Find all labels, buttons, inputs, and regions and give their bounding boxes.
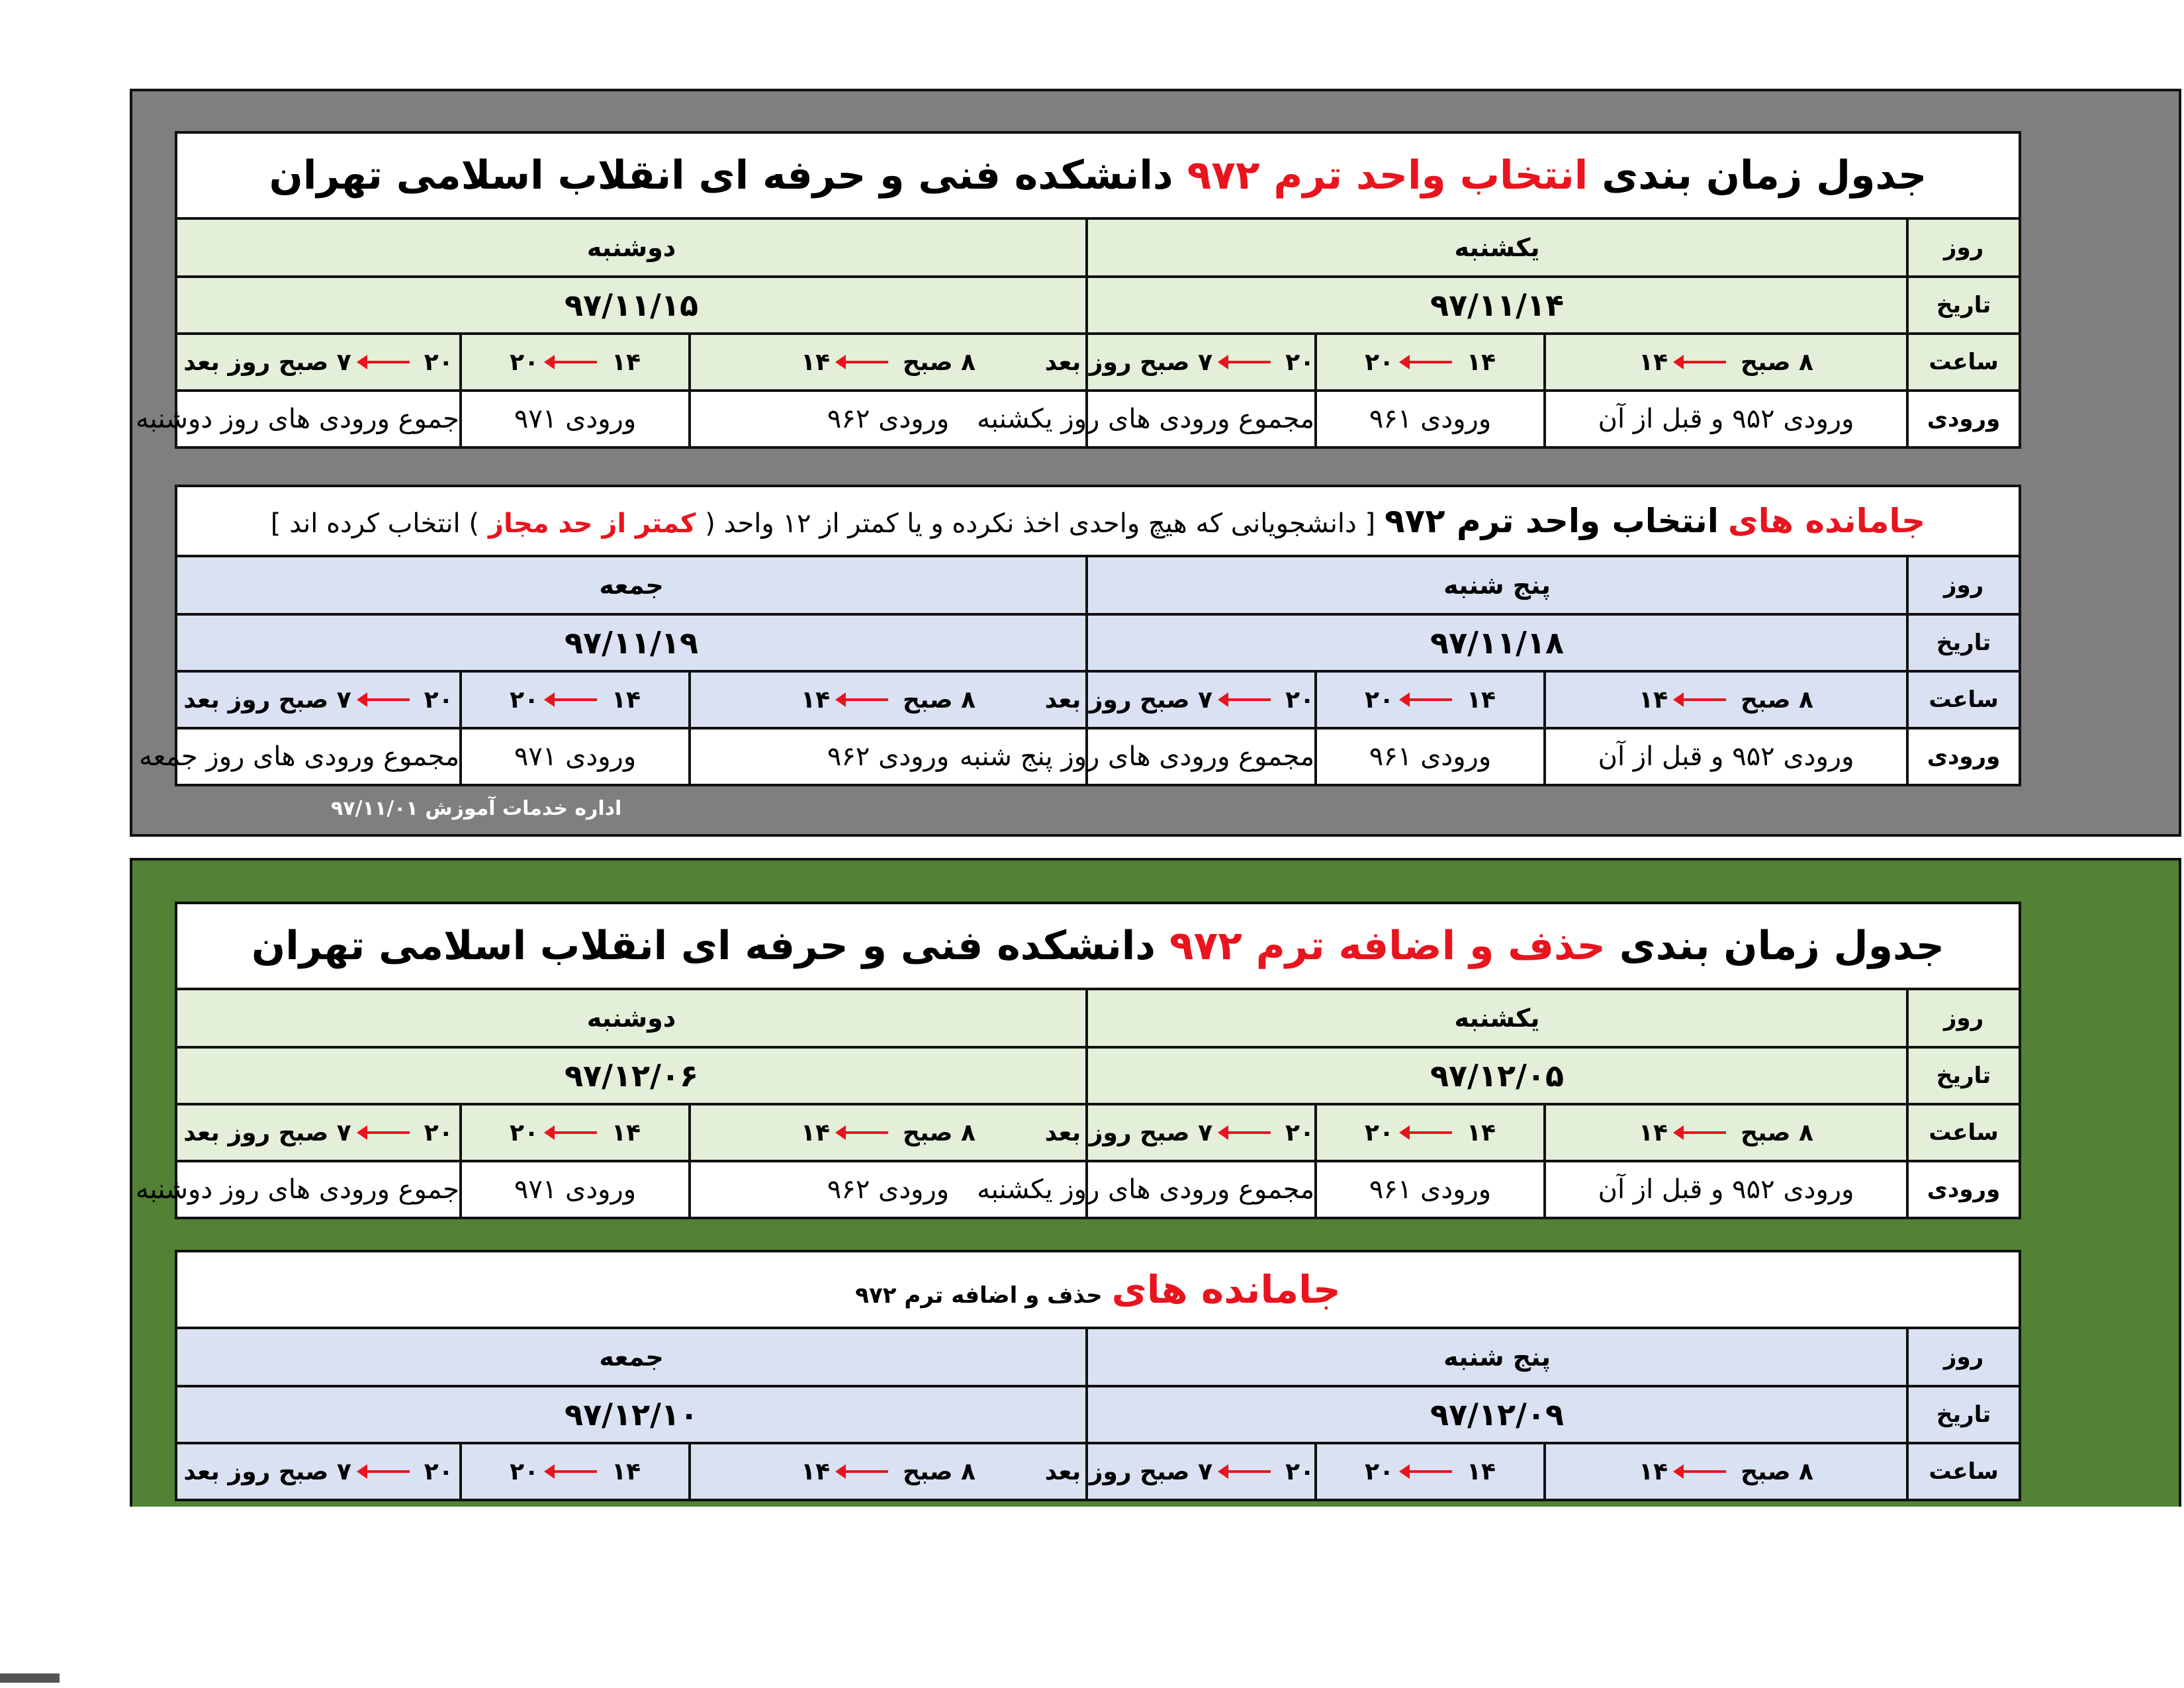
time-slot: ۸ صبح ۱۴ [1545, 1443, 1907, 1500]
day-cell: پنج شنبه [1087, 1328, 1907, 1386]
schedule-table-add-drop [135, 902, 2021, 1219]
arrow-left-icon [844, 1131, 888, 1134]
entry-cell: مجموع ورودی های روز جمعه [176, 728, 461, 785]
table-title: جامانده های حذف و اضافه ترم ۹۷۲ [176, 1251, 2020, 1328]
label-day: روز [1907, 218, 2020, 277]
arrow-left-icon [1227, 1470, 1271, 1473]
arrow-left-icon [1682, 698, 1726, 701]
date-cell: ۹۷/۱۲/۱۰ [176, 1386, 1087, 1443]
label-entry: ورودی [1907, 391, 2020, 447]
day-cell: دوشنبه [176, 989, 1087, 1047]
time-slot: ۱۴ ۲۰ [461, 1443, 690, 1500]
entry-cell: ورودی ۹۷۱ [461, 391, 690, 447]
arrow-left-icon [553, 698, 597, 701]
date-cell: ۹۷/۱۲/۰۹ [1087, 1386, 1907, 1443]
time-slot: ۸ صبح ۱۴ [1545, 1104, 1907, 1161]
arrow-left-icon [1227, 1131, 1271, 1134]
label-day: روز [1907, 556, 2020, 614]
time-slot: ۲۰ ۷ صبح روز بعد [176, 1443, 461, 1500]
label-date: تاریخ [1907, 1047, 2020, 1104]
label-hour: ساعت [1907, 1104, 2020, 1161]
time-slot: ۲۰ ۷ صبح روز بعد [176, 1104, 461, 1161]
label-date: تاریخ [1907, 277, 2020, 334]
date-cell: ۹۷/۱۱/۱۹ [176, 614, 1087, 671]
time-slot: ۲۰ ۷ صبح روز بعد [1087, 1104, 1316, 1161]
arrow-left-icon [553, 1131, 597, 1134]
arrow-left-icon [1227, 698, 1271, 701]
schedule-table-selection [135, 131, 2021, 449]
arrow-left-icon [1408, 1131, 1452, 1134]
time-slot: ۸ صبح ۱۴ [690, 1443, 1087, 1500]
time-slot: ۱۴ ۲۰ [1316, 1443, 1545, 1500]
arrow-left-icon [1408, 1470, 1452, 1473]
arrow-left-icon [1682, 1470, 1726, 1473]
arrow-left-icon [844, 1470, 888, 1473]
arrow-left-icon [553, 1470, 597, 1473]
time-slot: ۱۴ ۲۰ [1316, 334, 1545, 391]
entry-cell: ورودی ۹۶۲ [690, 391, 1087, 447]
entry-cell: مجموع ورودی های روز پنج شنبه [1087, 728, 1316, 785]
time-slot: ۲۰ ۷ صبح روز بعد [1087, 1443, 1316, 1500]
table-title: جدول زمان بندی انتخاب واحد ترم ۹۷۲ دانشکده فنی و حرفه ای انقلاب اسلامی تهران [176, 132, 2020, 218]
label-date: تاریخ [1907, 1386, 2020, 1443]
entry-cell: مجموع ورودی های روز یکشنبه [1087, 1161, 1316, 1218]
time-slot: ۸ صبح ۱۴ [1545, 334, 1907, 391]
label-date: تاریخ [1907, 614, 2020, 671]
entry-cell: ورودی ۹۵۲ و قبل از آن [1545, 391, 1907, 447]
label-hour: ساعت [1907, 334, 2020, 391]
time-slot: ۲۰ ۷ صبح روز بعد [176, 671, 461, 728]
time-slot: ۸ صبح ۱۴ [690, 334, 1087, 391]
label-hour: ساعت [1907, 1443, 2020, 1500]
label-entry: ورودی [1907, 1161, 2020, 1218]
time-slot: ۸ صبح ۱۴ [1545, 671, 1907, 728]
entry-cell: ورودی ۹۷۱ [461, 1161, 690, 1218]
table-title: جدول زمان بندی حذف و اضافه ترم ۹۷۲ دانشکده فنی و حرفه ای انقلاب اسلامی تهران [176, 903, 2020, 989]
label-hour: ساعت [1907, 671, 2020, 728]
schedule-table-late-selection [139, 485, 2021, 786]
date-cell: ۹۷/۱۲/۰۶ [176, 1047, 1087, 1104]
time-slot: ۲۰ ۷ صبح روز بعد [176, 334, 461, 391]
arrow-left-icon [1682, 361, 1726, 363]
day-cell: یکشنبه [1087, 218, 1907, 277]
day-cell: جمعه [176, 1328, 1087, 1386]
schedule-table-late-add-drop [175, 1250, 2021, 1501]
date-cell: ۹۷/۱۱/۱۸ [1087, 614, 1907, 671]
date-cell: ۹۷/۱۱/۱۴ [1087, 277, 1907, 334]
arrow-left-icon [1408, 698, 1452, 701]
time-slot: ۲۰ ۷ صبح روز بعد [1087, 334, 1316, 391]
arrow-left-icon [366, 1131, 410, 1134]
arrow-left-icon [844, 698, 888, 701]
time-slot: ۸ صبح ۱۴ [690, 1104, 1087, 1161]
entry-cell: مجموع ورودی های روز یکشنبه [1087, 391, 1316, 447]
entry-cell: ورودی ۹۶۱ [1316, 391, 1545, 447]
time-slot: ۱۴ ۲۰ [1316, 671, 1545, 728]
footer-note: اداره خدمات آموزش ۹۷/۱۱/۰۱ [331, 797, 622, 820]
label-day: روز [1907, 989, 2020, 1047]
label-day: روز [1907, 1328, 2020, 1386]
table-title: جامانده های انتخاب واحد ترم ۹۷۲ [ دانشجویانی که هیچ واحدی اخذ نکرده و یا کمتر از ۱۲ واحد ( کمتر از حد مجاز ) انتخاب کرده اند ] [176, 486, 2020, 556]
day-cell: یکشنبه [1087, 989, 1907, 1047]
time-slot: ۸ صبح ۱۴ [690, 671, 1087, 728]
time-slot: ۱۴ ۲۰ [461, 671, 690, 728]
date-cell: ۹۷/۱۲/۰۵ [1087, 1047, 1907, 1104]
entry-cell: ورودی ۹۶۱ [1316, 1161, 1545, 1218]
time-slot: ۱۴ ۲۰ [461, 334, 690, 391]
time-slot: ۲۰ ۷ صبح روز بعد [1087, 671, 1316, 728]
entry-cell: ورودی ۹۷۱ [461, 728, 690, 785]
date-cell: ۹۷/۱۱/۱۵ [176, 277, 1087, 334]
arrow-left-icon [1408, 361, 1452, 363]
entry-cell: ورودی ۹۶۲ [690, 1161, 1087, 1218]
time-slot: ۱۴ ۲۰ [1316, 1104, 1545, 1161]
entry-cell: جموع ورودی های روز دوشنبه [176, 1161, 461, 1218]
entry-cell: ورودی ۹۶۲ [690, 728, 1087, 785]
arrow-left-icon [1227, 361, 1271, 363]
arrow-left-icon [366, 698, 410, 701]
watermark-logo [0, 1673, 60, 1683]
arrow-left-icon [366, 361, 410, 363]
entry-cell: جموع ورودی های روز دوشنبه [176, 391, 461, 447]
entry-cell: ورودی ۹۶۱ [1316, 728, 1545, 785]
arrow-left-icon [844, 361, 888, 363]
day-cell: دوشنبه [176, 218, 1087, 277]
arrow-left-icon [1682, 1131, 1726, 1134]
entry-cell: ورودی ۹۵۲ و قبل از آن [1545, 1161, 1907, 1218]
entry-cell: ورودی ۹۵۲ و قبل از آن [1545, 728, 1907, 785]
label-entry: ورودی [1907, 728, 2020, 785]
time-slot: ۱۴ ۲۰ [461, 1104, 690, 1161]
arrow-left-icon [553, 361, 597, 363]
arrow-left-icon [366, 1470, 410, 1473]
day-cell: جمعه [176, 556, 1087, 614]
day-cell: پنج شنبه [1087, 556, 1907, 614]
